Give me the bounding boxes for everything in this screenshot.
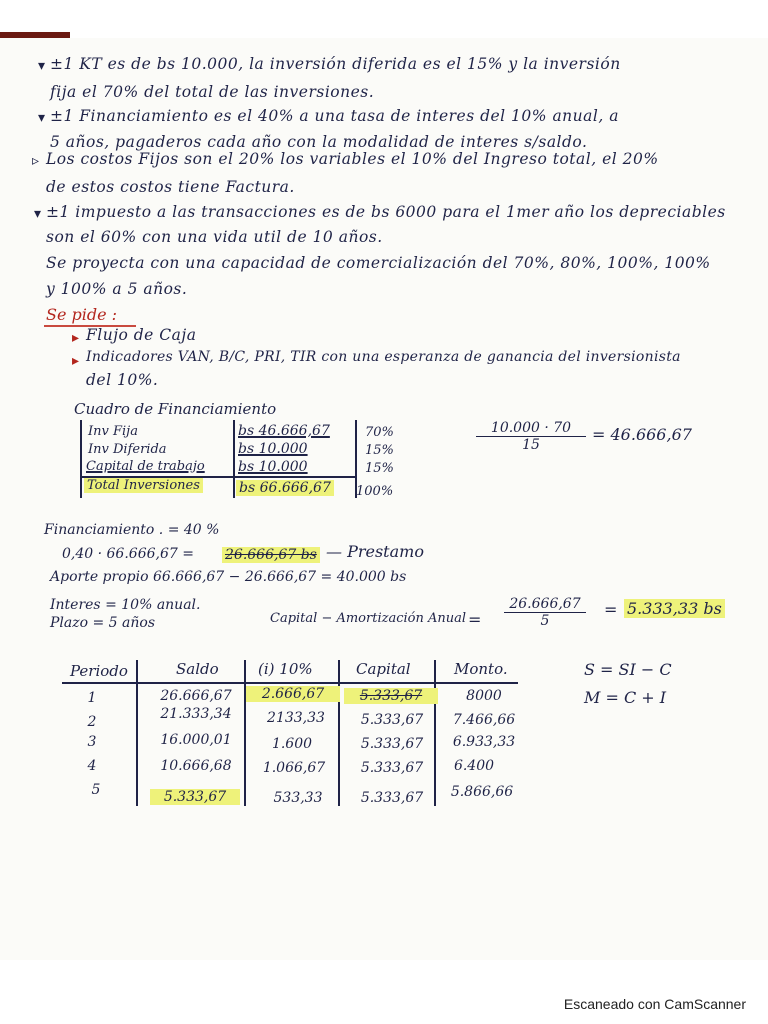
cell-monto: 5.866,66 xyxy=(450,784,514,800)
requirement-indicators: Indicadores VAN, B/C, PRI, TIR con una esperanza de ganancia del inversionista xyxy=(86,349,681,365)
cell-periodo: 4 xyxy=(87,758,97,774)
formula-saldo: S = SI − C xyxy=(584,660,672,679)
cell-interes: 1.600 xyxy=(271,736,313,752)
cell-interes: 533,33 xyxy=(273,790,323,806)
header-saldo: Saldo xyxy=(176,660,219,678)
row-label-total: Total Inversiones xyxy=(84,478,203,493)
cell-monto: 8000 xyxy=(466,688,502,704)
row-label: Inv Fija xyxy=(88,424,138,439)
cell-saldo: 16.000,01 xyxy=(160,732,232,748)
requirement-indicators-cont: del 10%. xyxy=(86,371,159,389)
amortization-fraction xyxy=(504,596,586,629)
problem-line-2: fija el 70% del total de las inversiones. xyxy=(50,83,375,101)
cell-capital: 5.333,67 xyxy=(360,790,424,806)
cell-capital: 5.333,67 xyxy=(360,736,424,752)
problem-line-5: Los costos Fijos son el 20% los variables el 10% del Ingreso total, el 20% xyxy=(46,150,659,168)
cell-capital: 5.333,67 xyxy=(360,712,424,728)
se-pide-title: Se pide : xyxy=(46,305,118,324)
interest-rate: Interes = 10% anual. xyxy=(50,597,201,613)
problem-line-9: Se proyecta con una capacidad de comercialización del 70%, 80%, 100%, 100% xyxy=(46,254,711,272)
row-percent: 70% xyxy=(365,425,394,440)
header-monto: Monto. xyxy=(454,660,508,678)
problem-line-10: y 100% a 5 años. xyxy=(46,280,188,298)
row-value-total: bs 66.666,67 xyxy=(236,480,334,496)
formula-monto: M = C + I xyxy=(584,688,667,707)
financing-table-title: Cuadro de Financiamiento xyxy=(74,400,277,418)
cell-capital: 5.333,67 xyxy=(360,760,424,776)
row-value: bs 10.000 xyxy=(238,441,308,457)
problem-line-1: ±1 KT es de bs 10.000, la inversión diferida es el 15% y la inversión xyxy=(50,55,621,73)
column-brace xyxy=(338,660,340,806)
requirement-cash-flow: Flujo de Caja xyxy=(86,326,197,344)
cell-interes: 2133,33 xyxy=(267,710,325,726)
row-label: Inv Diferida xyxy=(88,442,167,457)
row-percent-total: 100% xyxy=(356,484,394,499)
row-percent: 15% xyxy=(365,443,394,458)
amortization-label: Capital − Amortización Anual xyxy=(270,611,467,626)
header-interes: (i) 10% xyxy=(258,660,313,678)
bullet-marker: ▾ xyxy=(38,110,46,126)
problem-line-8: son el 60% con una vida util de 10 años. xyxy=(46,228,383,246)
header-capital: Capital xyxy=(356,660,411,678)
amortization-numerator: 26.666,67 xyxy=(504,596,586,613)
amortization-denominator: 5 xyxy=(540,613,550,629)
own-contribution: Aporte propio 66.666,67 − 26.666,67 = 40.000 bs xyxy=(50,569,407,585)
problem-line-7: ±1 impuesto a las transacciones es de bs 6000 para el 1mer año los depreciables xyxy=(46,203,726,221)
cell-saldo: 26.666,67 xyxy=(160,688,232,704)
cell-saldo: 5.333,67 xyxy=(150,789,240,805)
cell-saldo: 10.666,68 xyxy=(160,758,232,774)
row-value: bs 10.000 xyxy=(238,459,308,475)
header-periodo: Periodo xyxy=(70,662,128,680)
problem-line-4: 5 años, pagaderos cada año con la modalidad de interes s/saldo. xyxy=(50,133,588,151)
loan-calc-expression: 0,40 · 66.666,67 = xyxy=(62,546,194,562)
table-left-border xyxy=(80,420,82,498)
calc-fraction xyxy=(476,420,586,453)
row-value: bs 46.666,67 xyxy=(238,423,330,439)
equals-sign: = xyxy=(468,610,482,629)
cell-monto: 6.400 xyxy=(453,758,495,774)
scanner-watermark: Escaneado con CamScanner xyxy=(563,996,746,1012)
cell-interes: 2.666,67 xyxy=(246,686,340,702)
bullet-marker: ▸ xyxy=(72,330,80,346)
row-label: Capital de trabajo xyxy=(86,459,205,474)
problem-line-3: ±1 Financiamiento es el 40% a una tasa de interes del 10% anual, a xyxy=(50,107,619,125)
financing-percent: Financiamiento . = 40 % xyxy=(44,522,220,538)
table-column-divider xyxy=(233,420,235,498)
cell-periodo: 5 xyxy=(91,782,101,798)
problem-line-6: de estos costos tiene Factura. xyxy=(46,178,295,196)
cell-periodo: 2 xyxy=(87,714,97,730)
scanner-footer xyxy=(0,960,768,1024)
calc-result: = 46.666,67 xyxy=(592,425,692,444)
loan-label: — Prestamo xyxy=(326,542,424,561)
calc-numerator: 10.000 · 70 xyxy=(476,420,586,437)
bullet-marker: ▾ xyxy=(38,58,46,74)
cell-capital: 5.333,67 xyxy=(344,688,438,704)
notebook-page xyxy=(0,38,768,960)
cell-monto: 6.933,33 xyxy=(452,734,516,750)
cell-saldo: 21.333,34 xyxy=(160,706,232,722)
bullet-marker: ▸ xyxy=(72,353,80,369)
calc-denominator: 15 xyxy=(522,437,540,453)
top-strip xyxy=(0,0,768,38)
header-underline xyxy=(62,682,518,684)
row-percent: 15% xyxy=(365,461,394,476)
term: Plazo = 5 años xyxy=(50,615,156,631)
bullet-marker: ▾ xyxy=(34,206,42,222)
cell-periodo: 3 xyxy=(87,734,97,750)
cell-interes: 1.066,67 xyxy=(262,760,326,776)
bullet-marker: ▹ xyxy=(32,153,40,169)
cell-periodo: 1 xyxy=(87,690,97,706)
amortization-result: 5.333,33 bs xyxy=(624,599,725,618)
cell-monto: 7.466,66 xyxy=(452,712,516,728)
equals-sign: = xyxy=(604,600,618,619)
loan-amount: 26.666,67 bs xyxy=(222,547,320,563)
